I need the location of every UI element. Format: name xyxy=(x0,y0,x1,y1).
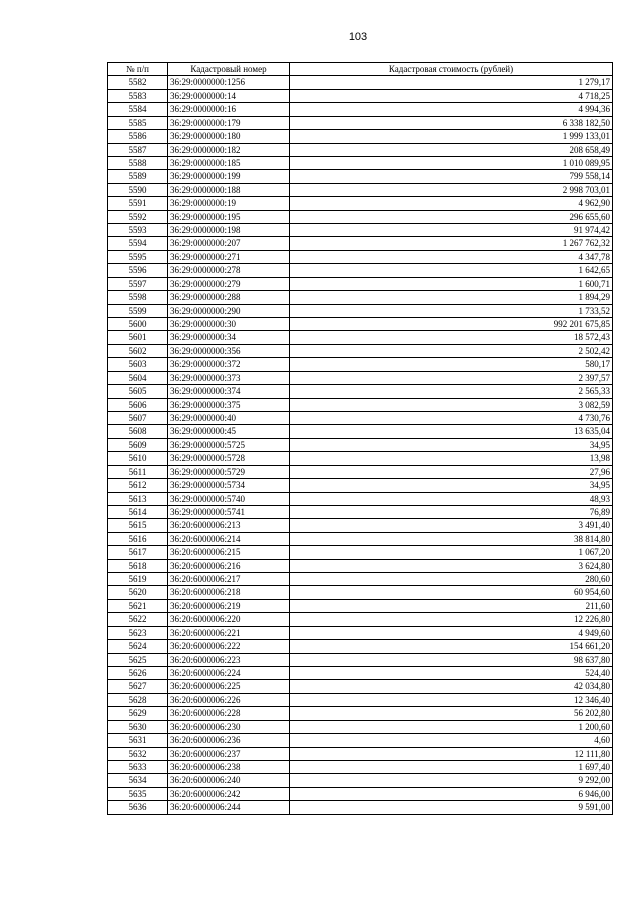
row-index: 5617 xyxy=(108,546,168,559)
row-cadastral-number: 36:29:0000000:288 xyxy=(168,291,290,304)
row-index: 5592 xyxy=(108,210,168,223)
header-index: № п/п xyxy=(108,63,168,76)
table-row xyxy=(108,452,613,465)
row-cadastral-number: 36:29:0000000:34 xyxy=(168,331,290,344)
row-cadastral-number: 36:20:6000006:216 xyxy=(168,559,290,572)
row-cadastral-number: 36:20:6000006:237 xyxy=(168,747,290,760)
table-row xyxy=(108,89,613,102)
table-row xyxy=(108,720,613,733)
row-index: 5584 xyxy=(108,103,168,116)
row-cadastral-value: 580,17 xyxy=(290,358,613,371)
row-cadastral-value: 1 697,40 xyxy=(290,760,613,773)
row-cadastral-value: 34,95 xyxy=(290,438,613,451)
row-cadastral-number: 36:29:0000000:278 xyxy=(168,264,290,277)
row-cadastral-value: 3 082,59 xyxy=(290,398,613,411)
row-index: 5591 xyxy=(108,197,168,210)
row-cadastral-number: 36:29:0000000:374 xyxy=(168,385,290,398)
table-row xyxy=(108,103,613,116)
table-row xyxy=(108,559,613,572)
row-cadastral-number: 36:29:0000000:5725 xyxy=(168,438,290,451)
row-cadastral-number: 36:29:0000000:188 xyxy=(168,183,290,196)
row-index: 5623 xyxy=(108,626,168,639)
row-cadastral-number: 36:20:6000006:214 xyxy=(168,532,290,545)
row-index: 5600 xyxy=(108,318,168,331)
table-row xyxy=(108,492,613,505)
table-row xyxy=(108,398,613,411)
row-cadastral-number: 36:20:6000006:213 xyxy=(168,519,290,532)
header-cadastral-value: Кадастровая стоимость (рублей) xyxy=(290,63,613,76)
row-cadastral-number: 36:29:0000000:182 xyxy=(168,143,290,156)
row-cadastral-number: 36:29:0000000:5741 xyxy=(168,505,290,518)
row-index: 5588 xyxy=(108,156,168,169)
table-row xyxy=(108,546,613,559)
row-cadastral-number: 36:29:0000000:30 xyxy=(168,318,290,331)
row-cadastral-value: 12 346,40 xyxy=(290,693,613,706)
table-row xyxy=(108,626,613,639)
row-index: 5601 xyxy=(108,331,168,344)
row-cadastral-number: 36:29:0000000:195 xyxy=(168,210,290,223)
row-cadastral-value: 9 292,00 xyxy=(290,774,613,787)
header-cadastral-number: Кадастровый номер xyxy=(168,63,290,76)
row-index: 5593 xyxy=(108,224,168,237)
row-index: 5620 xyxy=(108,586,168,599)
row-index: 5624 xyxy=(108,640,168,653)
row-cadastral-number: 36:20:6000006:230 xyxy=(168,720,290,733)
row-cadastral-value: 13 635,04 xyxy=(290,425,613,438)
row-cadastral-number: 36:20:6000006:218 xyxy=(168,586,290,599)
row-index: 5585 xyxy=(108,116,168,129)
row-cadastral-number: 36:29:0000000:179 xyxy=(168,116,290,129)
row-cadastral-value: 60 954,60 xyxy=(290,586,613,599)
row-cadastral-value: 4 962,90 xyxy=(290,197,613,210)
row-index: 5590 xyxy=(108,183,168,196)
table-row xyxy=(108,573,613,586)
table-header-row xyxy=(108,63,613,76)
row-cadastral-value: 4 718,25 xyxy=(290,89,613,102)
row-cadastral-value: 1 279,17 xyxy=(290,76,613,89)
table-row xyxy=(108,519,613,532)
row-cadastral-value: 4 994,36 xyxy=(290,103,613,116)
table-row xyxy=(108,586,613,599)
row-cadastral-value: 154 661,20 xyxy=(290,640,613,653)
row-index: 5615 xyxy=(108,519,168,532)
row-cadastral-number: 36:29:0000000:5729 xyxy=(168,465,290,478)
row-index: 5598 xyxy=(108,291,168,304)
row-cadastral-value: 3 624,80 xyxy=(290,559,613,572)
table-row xyxy=(108,599,613,612)
row-cadastral-value: 280,60 xyxy=(290,573,613,586)
row-index: 5595 xyxy=(108,250,168,263)
row-cadastral-number: 36:29:0000000:180 xyxy=(168,130,290,143)
row-cadastral-number: 36:20:6000006:224 xyxy=(168,666,290,679)
row-cadastral-value: 1 200,60 xyxy=(290,720,613,733)
row-cadastral-number: 36:20:6000006:220 xyxy=(168,613,290,626)
row-index: 5597 xyxy=(108,277,168,290)
row-index: 5629 xyxy=(108,707,168,720)
row-cadastral-value: 42 034,80 xyxy=(290,680,613,693)
row-index: 5633 xyxy=(108,760,168,773)
row-cadastral-value: 12 226,80 xyxy=(290,613,613,626)
row-cadastral-number: 36:29:0000000:14 xyxy=(168,89,290,102)
row-cadastral-value: 1 894,29 xyxy=(290,291,613,304)
row-cadastral-number: 36:29:0000000:1256 xyxy=(168,76,290,89)
row-cadastral-value: 524,40 xyxy=(290,666,613,679)
row-index: 5586 xyxy=(108,130,168,143)
row-index: 5614 xyxy=(108,505,168,518)
cadastral-value-table xyxy=(107,62,613,815)
table-body xyxy=(108,76,613,814)
row-index: 5587 xyxy=(108,143,168,156)
row-cadastral-value: 1 999 133,01 xyxy=(290,130,613,143)
table-row xyxy=(108,210,613,223)
row-index: 5594 xyxy=(108,237,168,250)
row-cadastral-value: 3 491,40 xyxy=(290,519,613,532)
table-row xyxy=(108,291,613,304)
row-cadastral-value: 1 733,52 xyxy=(290,304,613,317)
table-row xyxy=(108,304,613,317)
row-index: 5604 xyxy=(108,371,168,384)
table-row xyxy=(108,143,613,156)
row-index: 5596 xyxy=(108,264,168,277)
table-row xyxy=(108,747,613,760)
row-cadastral-value: 12 111,80 xyxy=(290,747,613,760)
row-index: 5622 xyxy=(108,613,168,626)
row-index: 5583 xyxy=(108,89,168,102)
row-cadastral-number: 36:29:0000000:185 xyxy=(168,156,290,169)
row-cadastral-number: 36:20:6000006:244 xyxy=(168,801,290,814)
row-cadastral-value: 38 814,80 xyxy=(290,532,613,545)
row-cadastral-value: 296 655,60 xyxy=(290,210,613,223)
row-cadastral-number: 36:20:6000006:236 xyxy=(168,734,290,747)
table-row xyxy=(108,264,613,277)
row-index: 5608 xyxy=(108,425,168,438)
table-row xyxy=(108,680,613,693)
row-cadastral-number: 36:20:6000006:217 xyxy=(168,573,290,586)
table-row xyxy=(108,532,613,545)
table-row xyxy=(108,385,613,398)
row-cadastral-value: 1 010 089,95 xyxy=(290,156,613,169)
row-index: 5625 xyxy=(108,653,168,666)
table-row xyxy=(108,224,613,237)
row-cadastral-number: 36:29:0000000:45 xyxy=(168,425,290,438)
row-index: 5616 xyxy=(108,532,168,545)
row-index: 5605 xyxy=(108,385,168,398)
table-row xyxy=(108,653,613,666)
table-row xyxy=(108,250,613,263)
row-cadastral-value: 2 397,57 xyxy=(290,371,613,384)
table-row xyxy=(108,438,613,451)
row-cadastral-number: 36:20:6000006:225 xyxy=(168,680,290,693)
row-index: 5610 xyxy=(108,452,168,465)
table-row xyxy=(108,371,613,384)
table-row xyxy=(108,237,613,250)
row-index: 5612 xyxy=(108,479,168,492)
table-row xyxy=(108,331,613,344)
row-index: 5619 xyxy=(108,573,168,586)
row-index: 5607 xyxy=(108,411,168,424)
row-cadastral-value: 98 637,80 xyxy=(290,653,613,666)
row-cadastral-number: 36:29:0000000:19 xyxy=(168,197,290,210)
row-cadastral-number: 36:29:0000000:372 xyxy=(168,358,290,371)
table-row xyxy=(108,693,613,706)
row-cadastral-number: 36:29:0000000:279 xyxy=(168,277,290,290)
table-row xyxy=(108,640,613,653)
row-index: 5599 xyxy=(108,304,168,317)
table-row xyxy=(108,707,613,720)
row-index: 5635 xyxy=(108,787,168,800)
row-cadastral-number: 36:20:6000006:228 xyxy=(168,707,290,720)
row-cadastral-number: 36:20:6000006:219 xyxy=(168,599,290,612)
table-row xyxy=(108,183,613,196)
table-row xyxy=(108,666,613,679)
table-row xyxy=(108,479,613,492)
row-cadastral-value: 2 565,33 xyxy=(290,385,613,398)
table-row xyxy=(108,344,613,357)
row-cadastral-value: 1 267 762,32 xyxy=(290,237,613,250)
table-row xyxy=(108,116,613,129)
table-row xyxy=(108,76,613,89)
row-cadastral-value: 34,95 xyxy=(290,479,613,492)
row-cadastral-value: 56 202,80 xyxy=(290,707,613,720)
row-index: 5632 xyxy=(108,747,168,760)
row-cadastral-value: 2 998 703,01 xyxy=(290,183,613,196)
row-cadastral-number: 36:29:0000000:373 xyxy=(168,371,290,384)
row-index: 5613 xyxy=(108,492,168,505)
table-row xyxy=(108,277,613,290)
page-number: 103 xyxy=(348,31,368,43)
row-cadastral-value: 6 946,00 xyxy=(290,787,613,800)
table-row xyxy=(108,787,613,800)
table-row xyxy=(108,197,613,210)
table-row xyxy=(108,358,613,371)
row-cadastral-value: 4,60 xyxy=(290,734,613,747)
row-cadastral-value: 6 338 182,50 xyxy=(290,116,613,129)
row-cadastral-number: 36:29:0000000:5728 xyxy=(168,452,290,465)
row-cadastral-value: 13,98 xyxy=(290,452,613,465)
row-cadastral-value: 1 642,65 xyxy=(290,264,613,277)
table-row xyxy=(108,170,613,183)
row-cadastral-number: 36:29:0000000:207 xyxy=(168,237,290,250)
row-cadastral-value: 4 949,60 xyxy=(290,626,613,639)
row-cadastral-value: 9 591,00 xyxy=(290,801,613,814)
row-cadastral-number: 36:29:0000000:5740 xyxy=(168,492,290,505)
row-index: 5631 xyxy=(108,734,168,747)
row-cadastral-number: 36:20:6000006:238 xyxy=(168,760,290,773)
row-index: 5582 xyxy=(108,76,168,89)
row-cadastral-value: 1 067,20 xyxy=(290,546,613,559)
table-row xyxy=(108,801,613,814)
table-row xyxy=(108,130,613,143)
row-cadastral-number: 36:20:6000006:223 xyxy=(168,653,290,666)
table-row xyxy=(108,156,613,169)
row-cadastral-value: 211,60 xyxy=(290,599,613,612)
row-cadastral-number: 36:29:0000000:198 xyxy=(168,224,290,237)
table-row xyxy=(108,505,613,518)
row-cadastral-value: 76,89 xyxy=(290,505,613,518)
table-row xyxy=(108,760,613,773)
table-row xyxy=(108,734,613,747)
row-cadastral-number: 36:20:6000006:221 xyxy=(168,626,290,639)
row-cadastral-number: 36:29:0000000:199 xyxy=(168,170,290,183)
row-index: 5626 xyxy=(108,666,168,679)
row-cadastral-value: 208 658,49 xyxy=(290,143,613,156)
row-cadastral-number: 36:29:0000000:375 xyxy=(168,398,290,411)
row-cadastral-number: 36:20:6000006:240 xyxy=(168,774,290,787)
row-cadastral-number: 36:20:6000006:215 xyxy=(168,546,290,559)
row-index: 5602 xyxy=(108,344,168,357)
row-cadastral-value: 992 201 675,85 xyxy=(290,318,613,331)
row-cadastral-number: 36:20:6000006:226 xyxy=(168,693,290,706)
row-index: 5621 xyxy=(108,599,168,612)
table-row xyxy=(108,425,613,438)
row-index: 5589 xyxy=(108,170,168,183)
row-cadastral-number: 36:29:0000000:356 xyxy=(168,344,290,357)
table-row xyxy=(108,465,613,478)
row-index: 5609 xyxy=(108,438,168,451)
row-cadastral-number: 36:29:0000000:271 xyxy=(168,250,290,263)
row-cadastral-value: 48,93 xyxy=(290,492,613,505)
row-cadastral-value: 799 558,14 xyxy=(290,170,613,183)
row-index: 5606 xyxy=(108,398,168,411)
row-cadastral-number: 36:29:0000000:5734 xyxy=(168,479,290,492)
row-cadastral-value: 4 347,78 xyxy=(290,250,613,263)
table-row xyxy=(108,774,613,787)
row-index: 5603 xyxy=(108,358,168,371)
row-cadastral-number: 36:29:0000000:16 xyxy=(168,103,290,116)
table-row xyxy=(108,411,613,424)
row-cadastral-number: 36:20:6000006:222 xyxy=(168,640,290,653)
row-cadastral-number: 36:29:0000000:290 xyxy=(168,304,290,317)
row-index: 5630 xyxy=(108,720,168,733)
row-cadastral-value: 1 600,71 xyxy=(290,277,613,290)
row-cadastral-number: 36:29:0000000:40 xyxy=(168,411,290,424)
row-cadastral-value: 4 730,76 xyxy=(290,411,613,424)
table-row xyxy=(108,613,613,626)
row-index: 5618 xyxy=(108,559,168,572)
row-cadastral-value: 18 572,43 xyxy=(290,331,613,344)
row-index: 5627 xyxy=(108,680,168,693)
table-row xyxy=(108,318,613,331)
row-cadastral-number: 36:20:6000006:242 xyxy=(168,787,290,800)
row-index: 5634 xyxy=(108,774,168,787)
row-index: 5611 xyxy=(108,465,168,478)
row-cadastral-value: 91 974,42 xyxy=(290,224,613,237)
row-index: 5628 xyxy=(108,693,168,706)
row-cadastral-value: 2 502,42 xyxy=(290,344,613,357)
row-cadastral-value: 27,96 xyxy=(290,465,613,478)
row-index: 5636 xyxy=(108,801,168,814)
